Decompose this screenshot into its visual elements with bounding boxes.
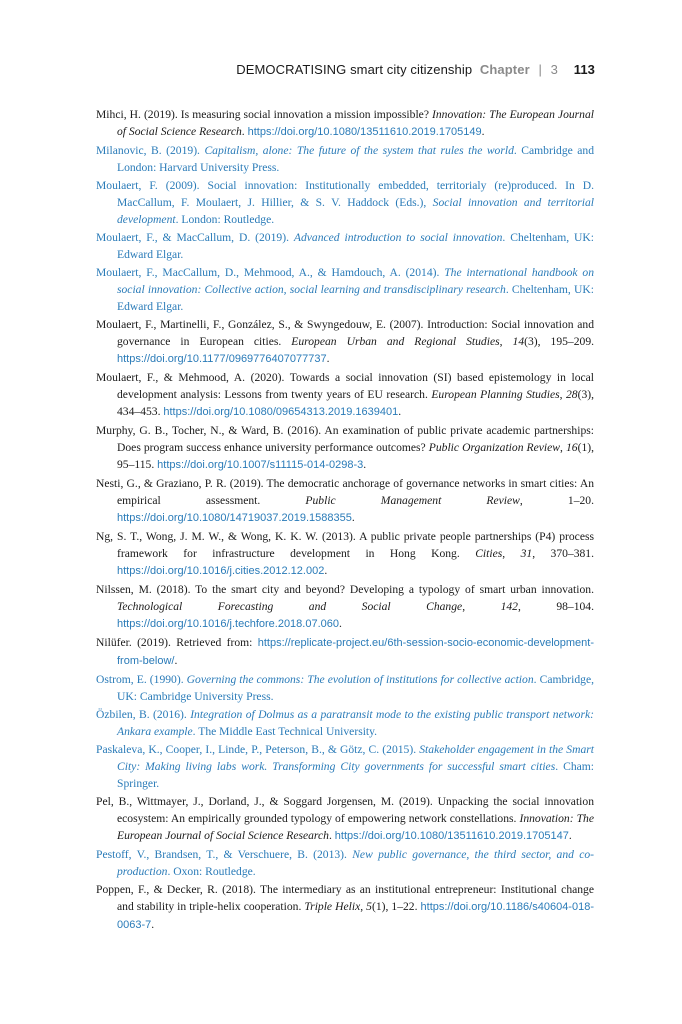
reference-text: . <box>339 617 342 630</box>
reference-text: . <box>481 125 485 138</box>
reference-title-italic: Triple Helix <box>304 900 361 913</box>
doi-link[interactable]: https://doi.org/10.1080/09654313.2019.1639401 <box>163 406 399 418</box>
reference-text: Moulaert, F., Martinelli, F., González, S., & Swyngedouw, E. (2007). Introduction: Social innovation and governance in European cities. <box>96 318 594 348</box>
reference-text: Ng, S. T., Wong, J. M. W., & Wong, K. K. W. (2013). A public private people partnerships (P4) process framework for infrastructure development in Hong Kong. <box>96 530 594 560</box>
reference-text: , <box>559 388 566 401</box>
reference-text: . The Middle East Technical University. <box>192 725 378 738</box>
reference-entry-moulaert-mehmood-2020 <box>96 369 594 421</box>
running-header <box>236 62 595 77</box>
reference-text: (3), 195–209. <box>524 335 595 348</box>
reference-entry-mihci <box>96 106 594 141</box>
reference-entry-nesti <box>96 475 594 527</box>
reference-title-italic: 28 <box>566 388 578 401</box>
header-separator: | <box>538 62 542 77</box>
reference-title-italic: Social innovation and territorial development <box>117 196 594 226</box>
reference-title-italic: Governing the commons: The evolution of institutions for collective action <box>186 673 534 686</box>
reference-text: Paskaleva, K., Cooper, I., Linde, P., Peterson, B., & Götz, C. (2015). <box>96 743 420 756</box>
reference-text: (1), 95–115. <box>117 441 594 471</box>
reference-text: , 1–20. <box>519 494 594 507</box>
reference-text: . <box>174 654 178 667</box>
chapter-number: 3 <box>550 62 558 77</box>
reference-title-italic: Stakeholder engagement in the Smart City: Making living labs work. Transforming City governments for successful smart cities <box>117 743 595 773</box>
reference-text: . <box>568 829 572 842</box>
reference-text: . <box>398 405 402 418</box>
reference-entry-moulaert-maccallum-2019 <box>96 229 594 263</box>
doi-link[interactable]: https://replicate-project.eu/6th-session-socio-economic-development-from-below/ <box>117 637 594 667</box>
doi-link[interactable]: https://doi.org/10.1080/14719037.2019.1588355 <box>117 512 352 524</box>
reference-text: Ostrom, E. (1990). <box>96 673 187 686</box>
reference-title-italic: European Urban and Regional Studies <box>291 335 500 348</box>
reference-text: , <box>360 900 367 913</box>
reference-title-italic: Advanced introduction to social innovation <box>293 231 503 244</box>
reference-entry-nilssen <box>96 581 594 633</box>
reference-entry-ostrom <box>96 671 594 705</box>
reference-text: , 98–104. <box>517 600 594 613</box>
reference-entry-ng <box>96 528 594 580</box>
chapter-label: Chapter <box>479 62 530 77</box>
reference-text: Milanovic, B. (2019). <box>96 144 205 157</box>
reference-title-italic: Innovation: The European Journal of Social Science Research <box>117 812 594 842</box>
reference-text: , <box>560 441 566 454</box>
reference-text: Moulaert, F., & MacCallum, D. (2019). <box>96 231 294 244</box>
doi-link[interactable]: https://doi.org/10.1016/j.cities.2012.12.002 <box>117 565 325 577</box>
reference-text: , <box>462 600 501 613</box>
reference-text: . <box>363 458 367 471</box>
reference-text: , <box>499 335 513 348</box>
reference-title-italic: Cities <box>475 547 503 560</box>
doi-link[interactable]: https://doi.org/10.1177/0969776407077737 <box>117 353 327 365</box>
reference-text: Moulaert, F., & Mehmood, A. (2020). Towards a social innovation (SI) based epistemology in local development analysis: Lessons from twenty years of EU research. <box>96 371 594 401</box>
reference-text: Poppen, F., & Decker, R. (2018). The intermediary as an institutional entrepreneur: Institutional change and stability in triple-helix cooperation. <box>96 883 594 913</box>
reference-title-italic: 14 <box>512 335 525 348</box>
reference-title-italic: 31 <box>520 547 533 560</box>
doi-link[interactable]: https://doi.org/10.1080/13511610.2019.1705147 <box>334 830 569 842</box>
reference-text: . <box>324 564 328 577</box>
reference-text: Moulaert, F., MacCallum, D., Mehmood, A., & Hamdouch, A. (2014). <box>96 266 445 279</box>
reference-entry-nilufer <box>96 634 594 670</box>
reference-entry-paskaleva <box>96 741 594 792</box>
doi-link[interactable]: https://doi.org/10.1186/s40604-018-0063-7 <box>117 901 594 931</box>
reference-text: . Cambridge, UK: Cambridge University Press. <box>117 673 594 703</box>
doi-link[interactable]: https://doi.org/10.1007/s11115-014-0298-3 <box>157 459 364 471</box>
reference-text: . Oxon: Routledge. <box>167 865 256 878</box>
reference-title-italic: Capitalism, alone: The future of the system that rules the world <box>204 144 514 157</box>
reference-text: Pestoff, V., Brandsen, T., & Verschuere, B. (2013). <box>96 848 353 861</box>
reference-text: . <box>351 511 355 524</box>
reference-entry-ozbilen <box>96 706 594 740</box>
reference-title-italic: New public governance, the third sector, and co-production <box>117 848 594 878</box>
doi-link[interactable]: https://doi.org/10.1016/j.techfore.2018.07.060 <box>117 618 339 630</box>
reference-text: Nilüfer. (2019). Retrieved from: <box>96 636 258 649</box>
reference-text: (1), 1–22. <box>371 900 421 913</box>
reference-text: . London: Routledge. <box>175 213 275 226</box>
reference-text: Mihci, H. (2019). Is measuring social innovation a mission impossible? <box>96 108 433 121</box>
reference-title-italic: Technological Forecasting and Social Change <box>117 600 463 613</box>
reference-entry-poppen <box>96 881 594 934</box>
doi-link[interactable]: https://doi.org/10.1080/13511610.2019.1705149 <box>247 126 482 138</box>
reference-text: . Cambridge and London: Harvard University Press. <box>117 144 595 174</box>
reference-text: , <box>502 547 521 560</box>
reference-title-italic: 5 <box>366 900 372 913</box>
reference-text: (3), 434–453. <box>117 388 595 418</box>
reference-text: . <box>328 829 335 842</box>
reference-text: Nesti, G., & Graziano, P. R. (2019). The democratic anchorage of governance networks in smart cities: An empirical assessment. <box>96 477 594 507</box>
reference-text: . <box>241 125 248 138</box>
reference-entry-milanovic <box>96 142 594 176</box>
reference-entry-murphy <box>96 422 594 474</box>
reference-text: . Cham: Springer. <box>117 760 595 790</box>
reference-title-italic: Integration of Dolmus as a paratransit mode to the existing public transport network: Ankara example <box>117 708 594 738</box>
reference-text: , 370–381. <box>532 547 594 560</box>
reference-title-italic: Innovation: The European Journal of Social Science Research <box>117 108 594 138</box>
reference-title-italic: 16 <box>565 441 578 454</box>
reference-text: . <box>151 918 155 931</box>
reference-entry-moulaert-2009 <box>96 177 594 228</box>
reference-title-italic: 142 <box>500 600 518 613</box>
reference-entry-pestoff <box>96 846 594 880</box>
reference-text: . <box>326 352 330 365</box>
reference-text: . Cheltenham, UK: Edward Elgar. <box>117 231 594 261</box>
reference-title-italic: European Planning Studies <box>431 388 560 401</box>
reference-entry-moulaert-2007 <box>96 316 594 368</box>
reference-text: . Cheltenham, UK: Edward Elgar. <box>117 283 594 313</box>
reference-text: Pel, B., Wittmayer, J., Dorland, J., & Soggard Jorgensen, M. (2019). Unpacking the social innovation ecosystem: An empirically grounded typology of empowering network constellations. <box>96 795 594 825</box>
reference-text: Murphy, G. B., Tocher, N., & Ward, B. (2016). An examination of public private academic partnerships: Does program success enhance university performance outcomes? <box>96 424 594 454</box>
running-title: DEMOCRATISING smart city citizenship <box>236 62 473 77</box>
reference-text: Moulaert, F. (2009). Social innovation: Institutionally embedded, territorialy (re)produced. In D. MacCallum, F. Moulaert, J. Hillier, & S. V. Haddock (Eds.), <box>96 179 594 209</box>
page-number: 113 <box>573 62 595 77</box>
reference-text: Nilssen, M. (2018). To the smart city and beyond? Developing a typology of smart urban innovation. <box>96 583 594 596</box>
reference-list <box>96 106 594 935</box>
reference-text: Özbilen, B. (2016). <box>96 708 191 721</box>
reference-title-italic: Public Management Review <box>305 494 520 507</box>
reference-entry-moulaert-2014 <box>96 264 594 315</box>
reference-title-italic: The international handbook on social innovation: Collective action, social learning and transdisciplinary research <box>117 266 594 296</box>
reference-entry-pel <box>96 793 594 845</box>
reference-title-italic: Public Organization Review <box>428 441 561 454</box>
